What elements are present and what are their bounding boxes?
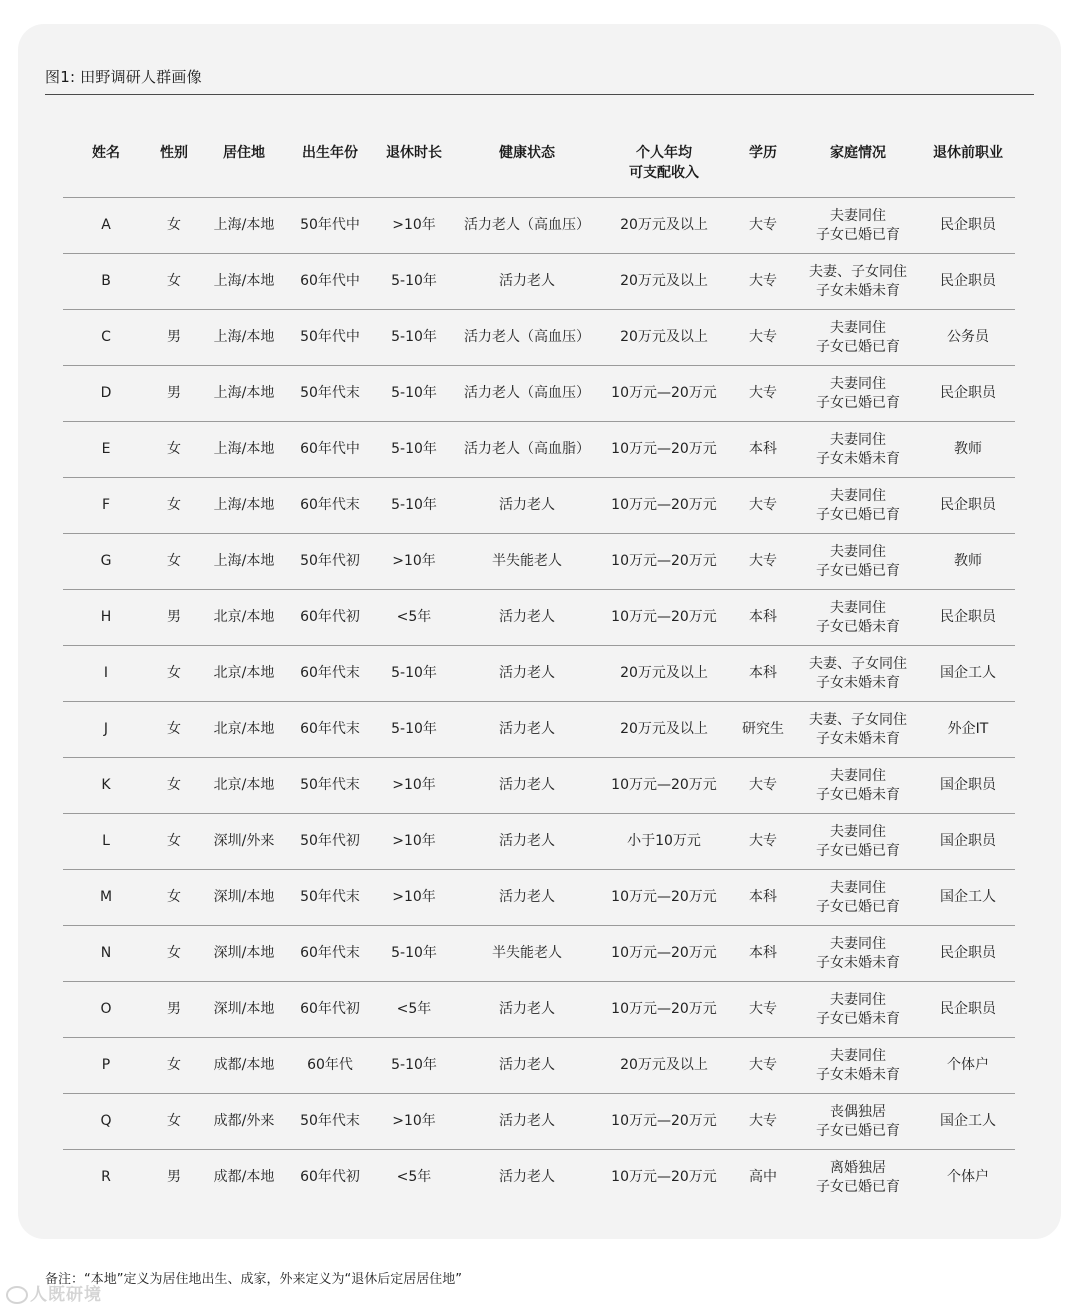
table-row: [63, 254, 1015, 310]
cell-gender: 男: [149, 366, 199, 422]
cell-name: Q: [63, 1094, 149, 1150]
cell-income: 20万元及以上: [597, 310, 731, 366]
cell-income: 10万元—20万元: [597, 422, 731, 478]
family-line: 子女已婚已育: [816, 842, 900, 859]
cell-health: 活力老人（高血压）: [457, 310, 597, 366]
cell-residence: 深圳/本地: [199, 926, 289, 982]
cell-family: [795, 478, 921, 534]
cell-birth-year: 50年代末: [289, 870, 371, 926]
cell-name: G: [63, 534, 149, 590]
header-health: 健康状态: [457, 137, 597, 198]
cell-education: 高中: [749, 1169, 777, 1185]
cell-family: [795, 1150, 921, 1206]
table-row: [63, 1094, 1015, 1150]
cell-family: [795, 646, 921, 702]
family-line: 子女未婚未育: [816, 450, 900, 467]
cell-birth-year: 50年代末: [289, 1094, 371, 1150]
cell-retired-duration: 5-10年: [371, 254, 457, 310]
table-body: [63, 198, 1015, 1206]
family-line: 子女已婚已育: [816, 394, 900, 411]
cell-occupation: 教师: [921, 422, 1015, 478]
cell-birth-year: 60年代中: [289, 254, 371, 310]
table-row: [63, 758, 1015, 814]
cell-education: 大专: [731, 814, 795, 870]
cell-income: 10万元—20万元: [597, 982, 731, 1038]
family-line: 夫妻同住: [830, 767, 886, 784]
header-occupation: 退休前职业: [921, 137, 1015, 198]
cell-retired-duration: <5年: [396, 1169, 432, 1185]
cell-name: P: [63, 1038, 149, 1094]
cell-retired-duration: 5-10年: [371, 422, 457, 478]
family-line: 夫妻同住: [830, 375, 886, 392]
cell-health: 活力老人: [457, 646, 597, 702]
family-line: 夫妻同住: [830, 431, 886, 448]
cell-residence: 上海/本地: [199, 254, 289, 310]
family-line: 子女已婚已育: [816, 338, 900, 355]
cell-name: I: [63, 646, 149, 702]
cell-birth-year: 60年代末: [289, 646, 371, 702]
cell-name: H: [63, 590, 149, 646]
header-income: 个人年均 可支配收入: [597, 137, 731, 198]
cell-income: 20万元及以上: [597, 1038, 731, 1094]
cell-residence: 成都/本地: [213, 1169, 275, 1185]
figure-card: [18, 24, 1061, 1239]
cell-birth-year: 50年代初: [289, 814, 371, 870]
family-line: 子女未婚未育: [816, 730, 900, 747]
family-line: 夫妻同住: [830, 319, 886, 336]
cell-family: [795, 870, 921, 926]
cell-income: 10万元—20万元: [597, 1094, 731, 1150]
header-name: 姓名: [63, 137, 149, 198]
cell-occupation: 民企职员: [921, 478, 1015, 534]
family-line: 子女已婚已育: [816, 1178, 900, 1195]
cell-family: [795, 814, 921, 870]
cell-education: 本科: [731, 870, 795, 926]
family-line: 夫妻同住: [830, 991, 886, 1008]
family-line: 夫妻同住: [830, 823, 886, 840]
cell-name: R: [101, 1169, 111, 1185]
table-row: [63, 366, 1015, 422]
cell-gender: 女: [149, 534, 199, 590]
table-row: [63, 310, 1015, 366]
cell-retired-duration: >10年: [371, 198, 457, 254]
cell-family: [795, 254, 921, 310]
family-line: 子女已婚未育: [816, 618, 900, 635]
cell-name: J: [63, 702, 149, 758]
cell-gender: 女: [149, 478, 199, 534]
cell-health: 活力老人: [499, 1169, 555, 1185]
cell-name: A: [63, 198, 149, 254]
cell-gender: 男: [149, 310, 199, 366]
family-line: 丧偶独居: [830, 1103, 886, 1120]
cell-name: L: [63, 814, 149, 870]
cell-retired-duration: >10年: [371, 758, 457, 814]
cell-residence: 上海/本地: [199, 366, 289, 422]
cell-income: 20万元及以上: [597, 646, 731, 702]
cell-birth-year: 60年代初: [300, 1169, 360, 1185]
cell-income: 小于10万元: [597, 814, 731, 870]
cell-gender: 女: [149, 254, 199, 310]
cell-residence: 北京/本地: [199, 758, 289, 814]
footnote: 备注：“本地”定义为居住地出生、成家，外来定义为“退休后定居居住地”: [45, 1272, 462, 1287]
cell-occupation: 民企职员: [921, 926, 1015, 982]
table-row: [63, 1150, 1015, 1206]
cell-occupation: 国企工人: [921, 1094, 1015, 1150]
cell-residence: 北京/本地: [199, 646, 289, 702]
cell-family: [795, 534, 921, 590]
cell-income: 10万元—20万元: [597, 534, 731, 590]
family-line: 子女已婚已育: [816, 226, 900, 243]
cell-residence: 上海/本地: [199, 422, 289, 478]
cell-birth-year: 60年代中: [289, 422, 371, 478]
family-line: 夫妻、子女同住: [809, 263, 907, 280]
cell-income: 10万元—20万元: [597, 478, 731, 534]
cell-gender: 女: [149, 198, 199, 254]
cell-gender: 男: [167, 1169, 181, 1185]
table-row: [63, 534, 1015, 590]
table-row: [63, 590, 1015, 646]
cell-gender: 女: [149, 870, 199, 926]
family-line: 子女未婚未育: [816, 674, 900, 691]
cell-education: 大专: [731, 982, 795, 1038]
cell-name: C: [63, 310, 149, 366]
cell-birth-year: 60年代末: [289, 926, 371, 982]
cell-birth-year: 50年代末: [289, 758, 371, 814]
cell-health: 活力老人: [457, 1094, 597, 1150]
cell-retired-duration: 5-10年: [371, 310, 457, 366]
header-retired-duration: 退休时长: [371, 137, 457, 198]
family-line: 夫妻同住: [830, 543, 886, 560]
cell-health: 活力老人（高血压）: [457, 366, 597, 422]
watermark-icon: [6, 1286, 28, 1304]
cell-occupation: 外企IT: [921, 702, 1015, 758]
cell-occupation: 教师: [921, 534, 1015, 590]
cell-income: 10万元—20万元: [597, 590, 731, 646]
watermark-logo: 人既研境: [6, 1280, 102, 1305]
cell-health: 活力老人: [457, 702, 597, 758]
cell-birth-year: 50年代中: [289, 198, 371, 254]
cell-income: 20万元及以上: [597, 198, 731, 254]
cell-occupation: 民企职员: [921, 254, 1015, 310]
family-line: 子女已婚已育: [816, 562, 900, 579]
cell-occupation: 民企职员: [921, 982, 1015, 1038]
cell-health: 活力老人: [457, 870, 597, 926]
header-birth-year: 出生年份: [289, 137, 371, 198]
cell-birth-year: 50年代中: [289, 310, 371, 366]
table-row: [63, 478, 1015, 534]
cell-education: 大专: [731, 534, 795, 590]
cell-residence: 上海/本地: [199, 198, 289, 254]
cell-health: 活力老人: [457, 254, 597, 310]
cell-retired-duration: 5-10年: [371, 646, 457, 702]
cell-gender: 女: [149, 1038, 199, 1094]
cell-residence: 上海/本地: [199, 310, 289, 366]
cell-gender: 女: [149, 814, 199, 870]
table-row: [63, 198, 1015, 254]
family-line: 子女已婚已育: [816, 506, 900, 523]
table-row: [63, 646, 1015, 702]
header-gender: 性别: [149, 137, 199, 198]
cell-family: [795, 758, 921, 814]
cell-residence: 上海/本地: [199, 534, 289, 590]
cell-birth-year: 50年代初: [289, 534, 371, 590]
cell-residence: 成都/外来: [199, 1094, 289, 1150]
cell-health: 半失能老人: [457, 534, 597, 590]
cell-birth-year: 60年代初: [289, 590, 371, 646]
cell-gender: 男: [149, 590, 199, 646]
survey-table: [63, 137, 1015, 1205]
cell-gender: 女: [149, 758, 199, 814]
table-row: [63, 814, 1015, 870]
cell-education: 大专: [731, 310, 795, 366]
cell-retired-duration: <5年: [371, 982, 457, 1038]
cell-family: [795, 1094, 921, 1150]
cell-occupation: 个体户: [921, 1038, 1015, 1094]
family-line: 子女未婚未育: [816, 1066, 900, 1083]
table-row: [63, 702, 1015, 758]
cell-gender: 女: [149, 702, 199, 758]
cell-residence: 深圳/外来: [199, 814, 289, 870]
cell-birth-year: 60年代: [289, 1038, 371, 1094]
cell-occupation: 民企职员: [921, 198, 1015, 254]
table-row: [63, 1038, 1015, 1094]
cell-birth-year: 50年代末: [289, 366, 371, 422]
table-row: [63, 870, 1015, 926]
cell-education: 大专: [731, 1038, 795, 1094]
cell-family: [795, 422, 921, 478]
cell-gender: 男: [149, 982, 199, 1038]
family-line: 子女未婚未育: [816, 282, 900, 299]
cell-education: 本科: [731, 926, 795, 982]
cell-family: [795, 926, 921, 982]
cell-health: 活力老人: [457, 590, 597, 646]
cell-retired-duration: 5-10年: [371, 702, 457, 758]
cell-family: [795, 310, 921, 366]
family-line: 夫妻同住: [830, 935, 886, 952]
family-line: 子女已婚已育: [816, 898, 900, 915]
header-education: 学历: [731, 137, 795, 198]
cell-health: 活力老人: [457, 814, 597, 870]
cell-family: [795, 702, 921, 758]
cell-education: 本科: [731, 646, 795, 702]
cell-name: O: [63, 982, 149, 1038]
cell-residence: 北京/本地: [199, 590, 289, 646]
cell-income: 10万元—20万元: [597, 758, 731, 814]
family-line: 夫妻同住: [830, 599, 886, 616]
cell-retired-duration: 5-10年: [371, 478, 457, 534]
cell-occupation: 国企工人: [921, 646, 1015, 702]
cell-education: 大专: [731, 1094, 795, 1150]
table-row: [63, 982, 1015, 1038]
cell-education: 大专: [731, 366, 795, 422]
family-line: 子女未婚未育: [816, 954, 900, 971]
cell-income: 10万元—20万元: [597, 870, 731, 926]
cell-income: 10万元—20万元: [611, 1169, 717, 1185]
cell-gender: 女: [149, 1094, 199, 1150]
family-line: 夫妻、子女同住: [809, 711, 907, 728]
cell-occupation: 民企职员: [921, 590, 1015, 646]
cell-health: 活力老人: [457, 758, 597, 814]
table-row: [63, 422, 1015, 478]
cell-name: D: [63, 366, 149, 422]
cell-residence: 深圳/本地: [199, 870, 289, 926]
cell-occupation: 国企工人: [921, 870, 1015, 926]
cell-gender: 女: [149, 646, 199, 702]
cell-residence: 深圳/本地: [199, 982, 289, 1038]
cell-occupation: 民企职员: [921, 366, 1015, 422]
family-line: 子女已婚已育: [816, 1122, 900, 1139]
cell-residence: 上海/本地: [199, 478, 289, 534]
family-line: 夫妻同住: [830, 879, 886, 896]
cell-health: 半失能老人: [457, 926, 597, 982]
cell-education: 大专: [731, 478, 795, 534]
cell-family: [795, 1038, 921, 1094]
cell-birth-year: 60年代初: [289, 982, 371, 1038]
cell-name: F: [63, 478, 149, 534]
cell-birth-year: 60年代末: [289, 478, 371, 534]
family-line: 子女已婚未育: [816, 1010, 900, 1027]
header-residence: 居住地: [199, 137, 289, 198]
cell-name: E: [63, 422, 149, 478]
family-line: 夫妻、子女同住: [809, 655, 907, 672]
cell-occupation: 国企职员: [921, 814, 1015, 870]
family-line: 夫妻同住: [830, 1047, 886, 1064]
cell-retired-duration: <5年: [371, 590, 457, 646]
cell-occupation: 公务员: [921, 310, 1015, 366]
table-header-row: [63, 137, 1015, 198]
cell-family: [795, 366, 921, 422]
cell-family: [795, 590, 921, 646]
cell-income: 20万元及以上: [597, 254, 731, 310]
table-row: [63, 926, 1015, 982]
family-line: 子女已婚未育: [816, 786, 900, 803]
figure-title: 图1: 田野调研人群画像: [45, 68, 202, 86]
cell-education: 本科: [731, 590, 795, 646]
cell-gender: 女: [149, 422, 199, 478]
cell-income: 10万元—20万元: [597, 926, 731, 982]
cell-name: B: [63, 254, 149, 310]
family-line: 离婚独居: [830, 1159, 886, 1176]
cell-name: N: [63, 926, 149, 982]
cell-health: 活力老人: [457, 982, 597, 1038]
cell-retired-duration: >10年: [371, 1094, 457, 1150]
cell-retired-duration: 5-10年: [371, 926, 457, 982]
cell-residence: 成都/本地: [199, 1038, 289, 1094]
cell-income: 20万元及以上: [597, 702, 731, 758]
cell-occupation: 国企职员: [921, 758, 1015, 814]
cell-education: 大专: [731, 254, 795, 310]
cell-education: 本科: [731, 422, 795, 478]
title-divider: [45, 94, 1034, 95]
cell-family: [795, 198, 921, 254]
cell-education: 大专: [731, 198, 795, 254]
cell-income: 10万元—20万元: [597, 366, 731, 422]
cell-education: 研究生: [731, 702, 795, 758]
cell-occupation: 个体户: [947, 1169, 989, 1185]
family-line: 夫妻同住: [830, 207, 886, 224]
cell-retired-duration: 5-10年: [371, 1038, 457, 1094]
cell-residence: 北京/本地: [199, 702, 289, 758]
cell-family: [795, 982, 921, 1038]
cell-name: K: [63, 758, 149, 814]
cell-birth-year: 60年代末: [289, 702, 371, 758]
cell-education: 大专: [731, 758, 795, 814]
header-family: 家庭情况: [795, 137, 921, 198]
cell-health: 活力老人（高血脂）: [457, 422, 597, 478]
family-line: 夫妻同住: [830, 487, 886, 504]
cell-health: 活力老人: [457, 1038, 597, 1094]
cell-retired-duration: 5-10年: [371, 366, 457, 422]
cell-retired-duration: >10年: [371, 534, 457, 590]
cell-retired-duration: >10年: [371, 870, 457, 926]
cell-health: 活力老人: [457, 478, 597, 534]
cell-gender: 女: [149, 926, 199, 982]
cell-retired-duration: >10年: [371, 814, 457, 870]
cell-health: 活力老人（高血压）: [457, 198, 597, 254]
cell-name: M: [63, 870, 149, 926]
